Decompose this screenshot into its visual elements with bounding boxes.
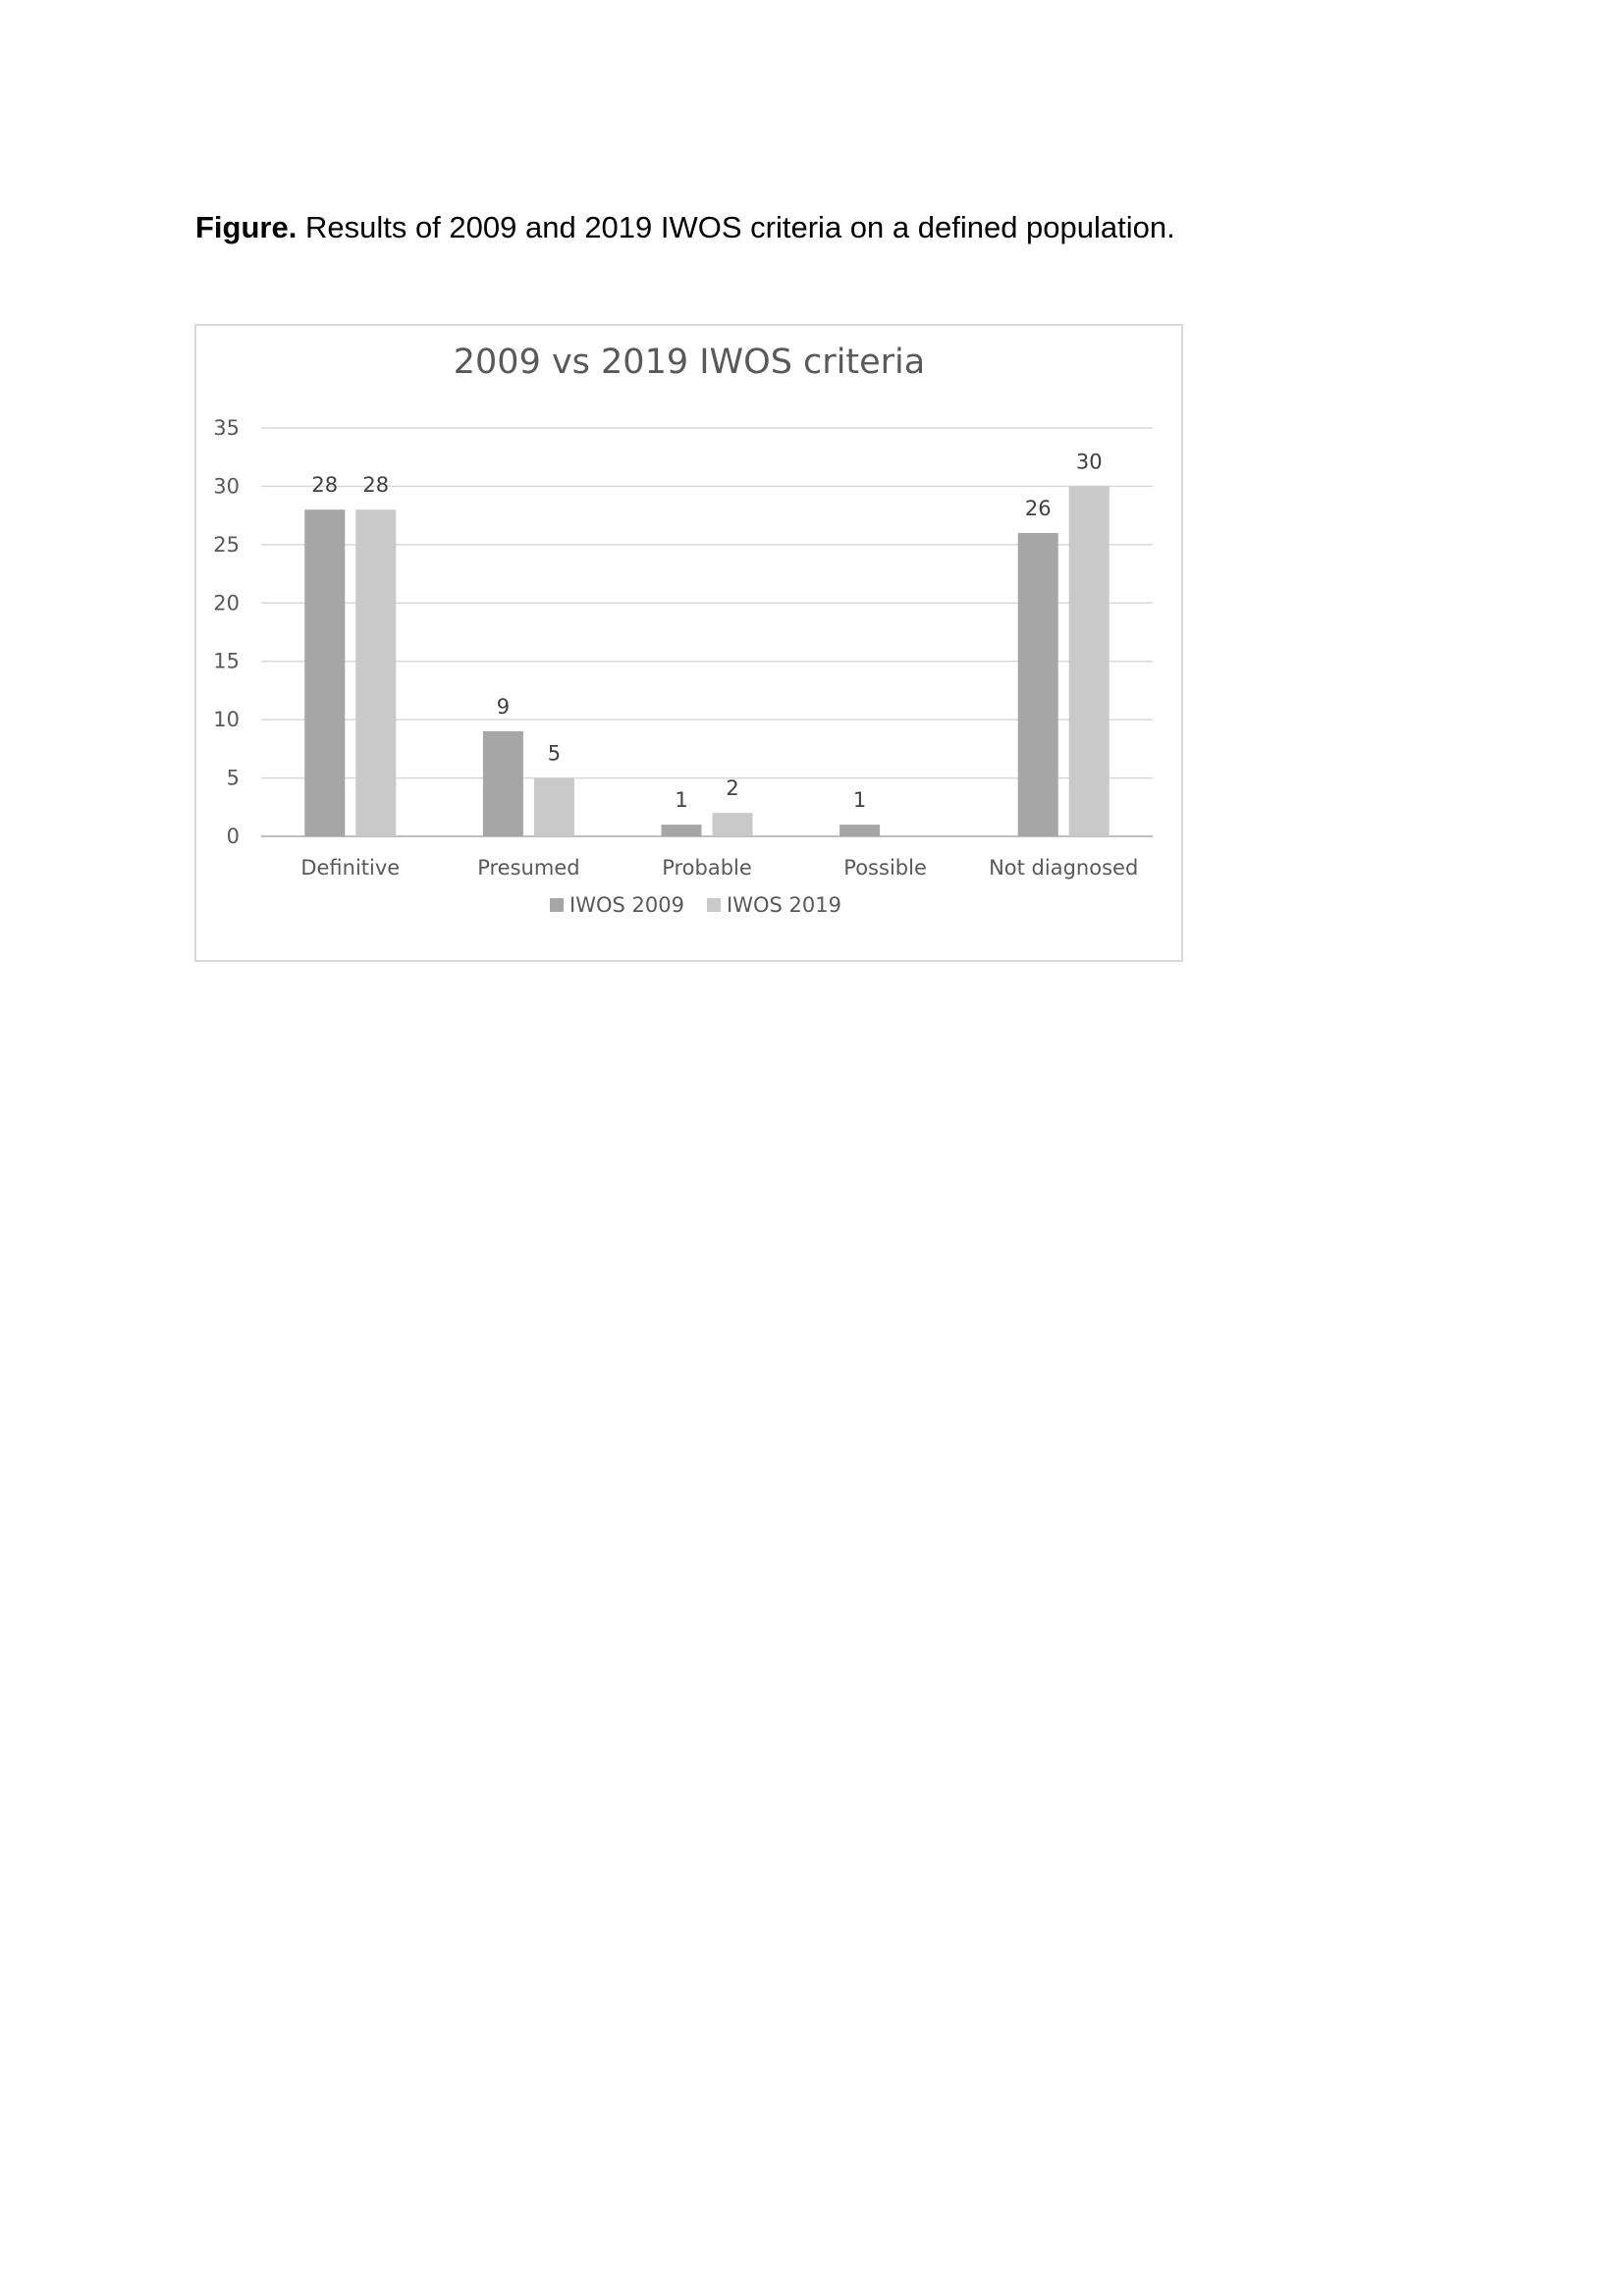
y-axis-ticks bbox=[213, 416, 240, 848]
figure-caption bbox=[195, 210, 1175, 245]
data-label: 28 bbox=[311, 473, 339, 498]
bar-iwos-2019-0 bbox=[355, 509, 396, 836]
data-label: 5 bbox=[547, 741, 562, 766]
chart-frame bbox=[194, 324, 1183, 962]
bar-iwos-2009-0 bbox=[304, 509, 345, 836]
x-axis-categories bbox=[300, 856, 1138, 880]
data-label: 26 bbox=[1024, 496, 1052, 520]
x-category-label: Probable bbox=[662, 856, 752, 880]
data-label: 2 bbox=[726, 776, 739, 801]
data-label: 28 bbox=[362, 473, 390, 498]
bar-iwos-2009-2 bbox=[662, 825, 702, 836]
data-label: 9 bbox=[496, 695, 511, 720]
y-tick-label: 30 bbox=[213, 474, 240, 499]
bar-iwos-2009-4 bbox=[1018, 533, 1058, 836]
y-tick-label: 25 bbox=[213, 532, 240, 557]
data-label: 1 bbox=[675, 788, 688, 813]
x-category-label: Possible bbox=[843, 856, 927, 880]
legend-swatch-iwos-2019 bbox=[707, 898, 721, 912]
y-tick-label: 35 bbox=[213, 416, 240, 440]
legend-swatch-iwos-2009 bbox=[550, 898, 564, 912]
caption-label: Figure. bbox=[195, 210, 298, 244]
y-tick-label: 5 bbox=[226, 766, 240, 790]
bar-iwos-2009-3 bbox=[839, 825, 880, 836]
data-label: 30 bbox=[1075, 450, 1103, 474]
x-category-label: Presumed bbox=[477, 856, 580, 880]
caption-text: Results of 2009 and 2019 IWOS criteria on a defined population. bbox=[297, 210, 1175, 244]
data-labels bbox=[311, 450, 1102, 812]
chart-title: 2009 vs 2019 IWOS criteria bbox=[453, 343, 926, 382]
legend-entry: IWOS 2019 bbox=[727, 893, 841, 917]
data-label: 1 bbox=[852, 788, 867, 813]
legend bbox=[550, 893, 841, 917]
bar-iwos-2019-4 bbox=[1069, 486, 1110, 836]
y-tick-label: 15 bbox=[213, 649, 240, 673]
bar-iwos-2009-1 bbox=[483, 731, 523, 836]
bar-iwos-2019-1 bbox=[534, 778, 574, 836]
y-tick-label: 20 bbox=[213, 591, 240, 615]
legend-entry: IWOS 2009 bbox=[569, 893, 684, 917]
x-category-label: Not diagnosed bbox=[989, 856, 1139, 880]
bar-chart bbox=[196, 326, 1181, 960]
x-category-label: Definitive bbox=[300, 856, 401, 880]
y-tick-label: 10 bbox=[213, 708, 240, 732]
bar-iwos-2019-2 bbox=[713, 813, 753, 836]
y-tick-label: 0 bbox=[226, 825, 240, 848]
